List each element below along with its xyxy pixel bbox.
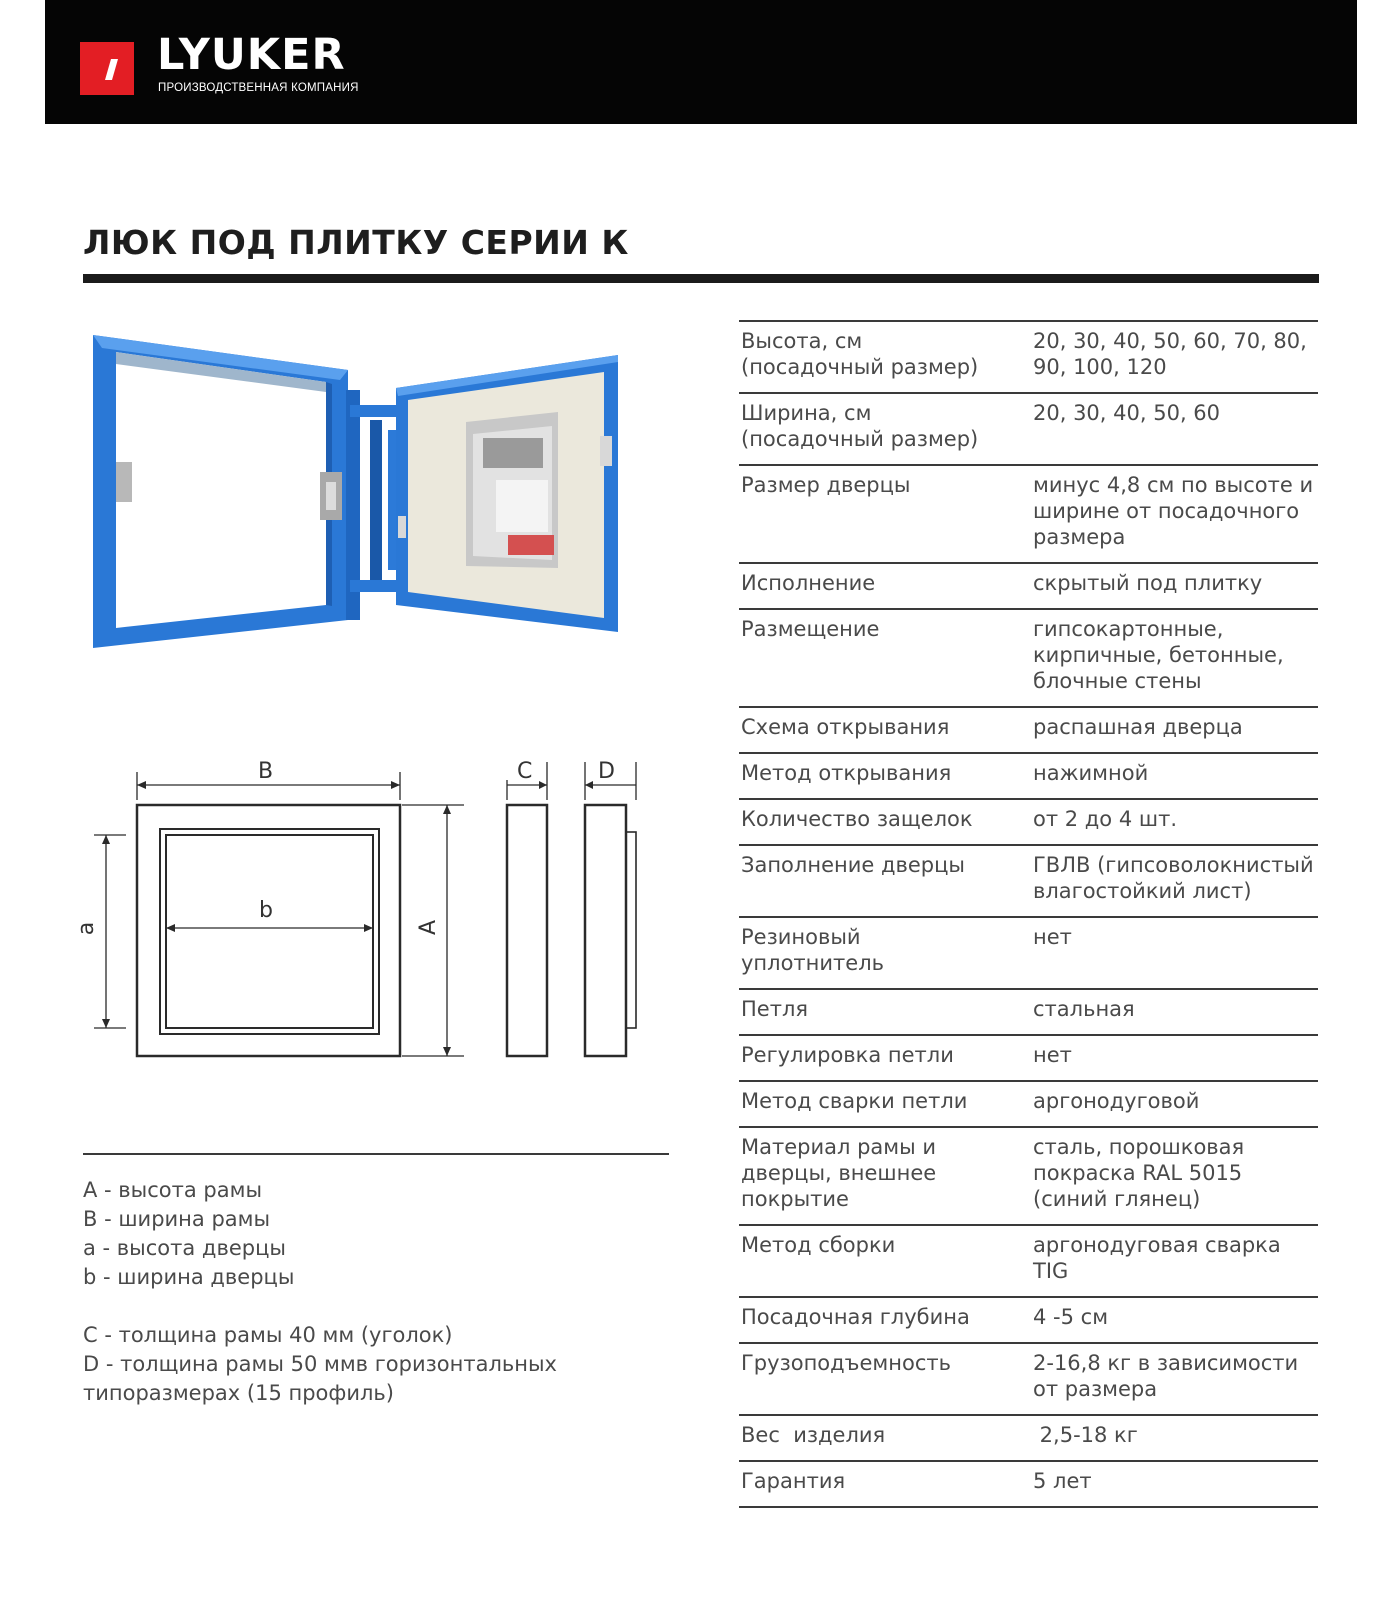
spec-key: Грузоподъемность xyxy=(741,1351,952,1375)
spec-value: 20, 30, 40, 50, 60, 70, 80, 90, 100, 120 xyxy=(1033,329,1307,379)
legend-divider xyxy=(83,1153,669,1155)
spec-key: Вес изделия xyxy=(741,1423,886,1447)
spec-value: нажимной xyxy=(1033,761,1149,785)
spec-value: ГВЛВ (гипсоволокнистый влагостойкий лист) xyxy=(1033,853,1314,903)
table-row xyxy=(739,321,1318,393)
spec-key: Метод сварки петли xyxy=(741,1089,968,1113)
spec-value: 2,5-18 кг xyxy=(1033,1423,1138,1447)
spec-value: нет xyxy=(1033,1043,1072,1067)
label-a: a xyxy=(74,921,100,936)
legend-note: C - толщина рамы 40 мм (уголок) xyxy=(83,1323,453,1347)
dimension-diagram xyxy=(74,759,670,1100)
spec-value: распашная дверца xyxy=(1033,715,1243,739)
label-A: A xyxy=(416,919,442,936)
table-row xyxy=(739,707,1318,753)
spec-key: Заполнение дверцы xyxy=(741,853,965,877)
spec-value: 20, 30, 40, 50, 60 xyxy=(1033,401,1221,425)
spec-key: Посадочная глубина xyxy=(741,1305,970,1329)
spec-key: Ширина, см (посадочный размер) xyxy=(741,401,979,451)
spec-key: Исполнение xyxy=(741,571,876,595)
spec-key: Метод сборки xyxy=(741,1233,896,1257)
spec-key: Размер дверцы xyxy=(741,473,911,497)
table-row xyxy=(739,753,1318,799)
legend-item: a - высота дверцы xyxy=(83,1236,286,1260)
table-row xyxy=(739,989,1318,1035)
legend-item: b - ширина дверцы xyxy=(83,1265,295,1289)
spec-value: скрытый под плитку xyxy=(1033,571,1263,595)
spec-key: Материал рамы и дверцы, внешнее покрытие xyxy=(741,1135,937,1211)
table-row xyxy=(739,1035,1318,1081)
spec-key: Петля xyxy=(741,997,808,1021)
table-row xyxy=(739,1415,1318,1461)
legend-item: B - ширина рамы xyxy=(83,1207,271,1231)
spec-value: аргонодуговая сварка TIG xyxy=(1033,1233,1281,1283)
profile-d-outline xyxy=(585,805,626,1056)
spec-key: Количество защелок xyxy=(741,807,973,831)
spec-value: 4 -5 см xyxy=(1033,1305,1109,1329)
spec-key: Гарантия xyxy=(741,1469,846,1493)
table-row xyxy=(739,1127,1318,1225)
spec-value: минус 4,8 см по высоте и ширине от посадочного размера xyxy=(1033,473,1314,549)
access-hatch-photo xyxy=(88,330,644,665)
spec-value: от 2 до 4 шт. xyxy=(1033,807,1177,831)
legend-note: D - толщина рамы 50 ммв горизонтальных типоразмерах (15 профиль) xyxy=(83,1352,557,1405)
table-row xyxy=(739,563,1318,609)
spec-key: Высота, см (посадочный размер) xyxy=(741,329,979,379)
spec-value: нет xyxy=(1033,925,1072,949)
frame-outline xyxy=(137,805,400,1056)
spec-value: стальная xyxy=(1033,997,1135,1021)
table-row xyxy=(739,845,1318,917)
label-C: C xyxy=(517,759,533,784)
spec-key: Регулировка петли xyxy=(741,1043,954,1067)
brand-tagline: ПРОИЗВОДСТВЕННАЯ КОМПАНИЯ xyxy=(158,82,359,94)
label-b: b xyxy=(259,898,273,923)
table-row xyxy=(739,393,1318,465)
brand-logo-icon xyxy=(80,42,134,95)
table-row xyxy=(739,609,1318,707)
spec-key: Размещение xyxy=(741,617,880,641)
table-row xyxy=(739,1343,1318,1415)
spec-key: Схема открывания xyxy=(741,715,950,739)
table-row xyxy=(739,917,1318,989)
spec-value: аргонодуговой xyxy=(1033,1089,1200,1113)
legend-item: A - высота рамы xyxy=(83,1178,263,1202)
table-row xyxy=(739,465,1318,563)
spec-key: Резиновый уплотнитель xyxy=(741,925,884,975)
page-title: ЛЮК ПОД ПЛИТКУ СЕРИИ К xyxy=(83,223,629,262)
spec-value: сталь, порошковая покраска RAL 5015 (синий глянец) xyxy=(1033,1135,1245,1211)
table-row xyxy=(739,1297,1318,1343)
spec-value: гипсокартонные, кирпичные, бетонные, блочные стены xyxy=(1033,617,1284,693)
profile-c-outline xyxy=(507,805,547,1056)
spec-value: 5 лет xyxy=(1033,1469,1092,1493)
table-row xyxy=(739,1461,1318,1507)
spec-key: Метод открывания xyxy=(741,761,952,785)
spec-table xyxy=(739,320,1318,1508)
brand-name: LYUKER xyxy=(157,30,346,80)
label-D: D xyxy=(598,759,615,784)
table-row xyxy=(739,1081,1318,1127)
table-row xyxy=(739,1225,1318,1297)
legend xyxy=(83,1176,683,1408)
spec-value: 2-16,8 кг в зависимости от размера xyxy=(1033,1351,1299,1401)
label-B: B xyxy=(258,759,274,784)
table-row xyxy=(739,799,1318,845)
header-bar xyxy=(45,0,1357,124)
title-divider xyxy=(83,274,1319,283)
